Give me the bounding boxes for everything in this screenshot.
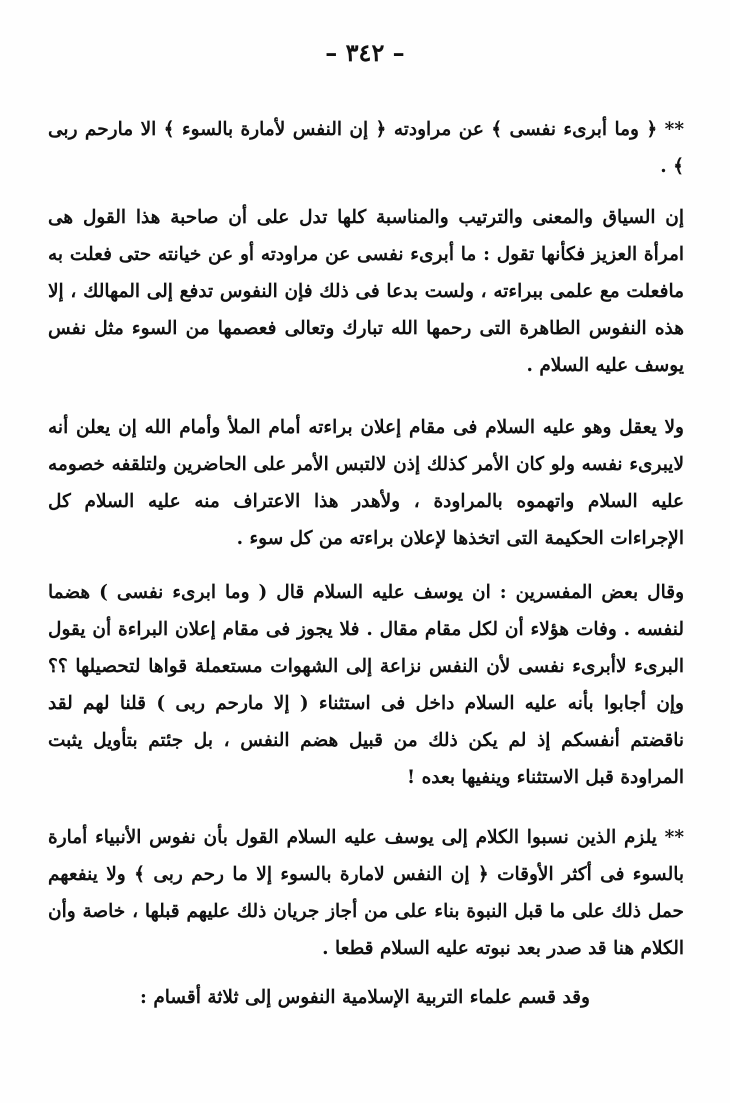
paragraph-commentators-view: وقال بعض المفسرين : ان يوسف عليه السلام قال ( وما ابرىء نفسى ) هضما لنفسه . وفات هؤلاء أن لكل مقام مقال . فلا يجوز فى مقام إعلان البراءة أن يقول البرىء لاأبرىء نفسى لأن النفس نزاعة إلى الشهوات مستعملة قواها لتحصيلها ؟؟ وإن أجابوا بأنه عليه السلام داخل فى استثناء ( إلا مارحم ربى ) قلنا لهم لقد ناقضتم أنفسكم إذ لم يكن ذلك من قبيل هضم النفس ، بل جئتم بتأويل يثبت المراودة قبل الاستثناء وينفيها بعده ! [48, 581, 684, 788]
paragraph-soul-categories-intro: وقد قسم علماء التربية الإسلامية النفوس إلى ثلاثة أقسام : [140, 986, 590, 1008]
paragraph-context-argument: إن السياق والمعنى والترتيب والمناسبة كلها تدل على أن صاحبة هذا القول هى امرأة العزيز فكأنها تقول : ما أبرىء نفسى عن مراودته أو عن خيانته حتى فعلت به مافعلت مع علمى ببراءته ، ولست بدعا فى ذلك فإن النفوس تدفع إلى المهالك ، إلا هذه النفوس الطاهرة التى رحمها الله تبارك وتعالى فعصمها من السوء مثل نفس يوسف عليه السلام . [48, 206, 684, 376]
page-number: – ٣٤٢ – [325, 38, 405, 67]
paragraph-declaration-argument: ولا يعقل وهو عليه السلام فى مقام إعلان براءته أمام الملأ وأمام الله إن يعلن أنه لايبرىء نفسه ولو كان الأمر كذلك إذن لالتبس الأمر على الحاضرين ولتلقفه خصومه عليه السلام واتهموه بالمراودة ، ولأهدر هذا الاعتراف منه عليه السلام كل الإجراءات الحكيمة التى اتخذها لإعلان براءته من كل سوء . [48, 416, 684, 549]
paragraph-prophets-souls-note: ** يلزم الذين نسبوا الكلام إلى يوسف عليه السلام القول بأن نفوس الأنبياء أمارة بالسوء فى أكثر الأوقات ﴿ إن النفس لامارة بالسوء إلا ما رحم ربى ﴾ ولا ينفعهم حمل ذلك على ما قبل النبوة بناء على من أجاز جريان ذلك عليهم قبلها ، خاصة وأن الكلام هنا قد صدر بعد نبوته عليه السلام قطعا . [48, 826, 684, 959]
paragraph-quran-verse-note: ** ﴿ وما أبرىء نفسى ﴾ عن مراودته ﴿ إن النفس لأمارة بالسوء ﴾ الا مارحم ربى ﴾ . [48, 118, 684, 177]
